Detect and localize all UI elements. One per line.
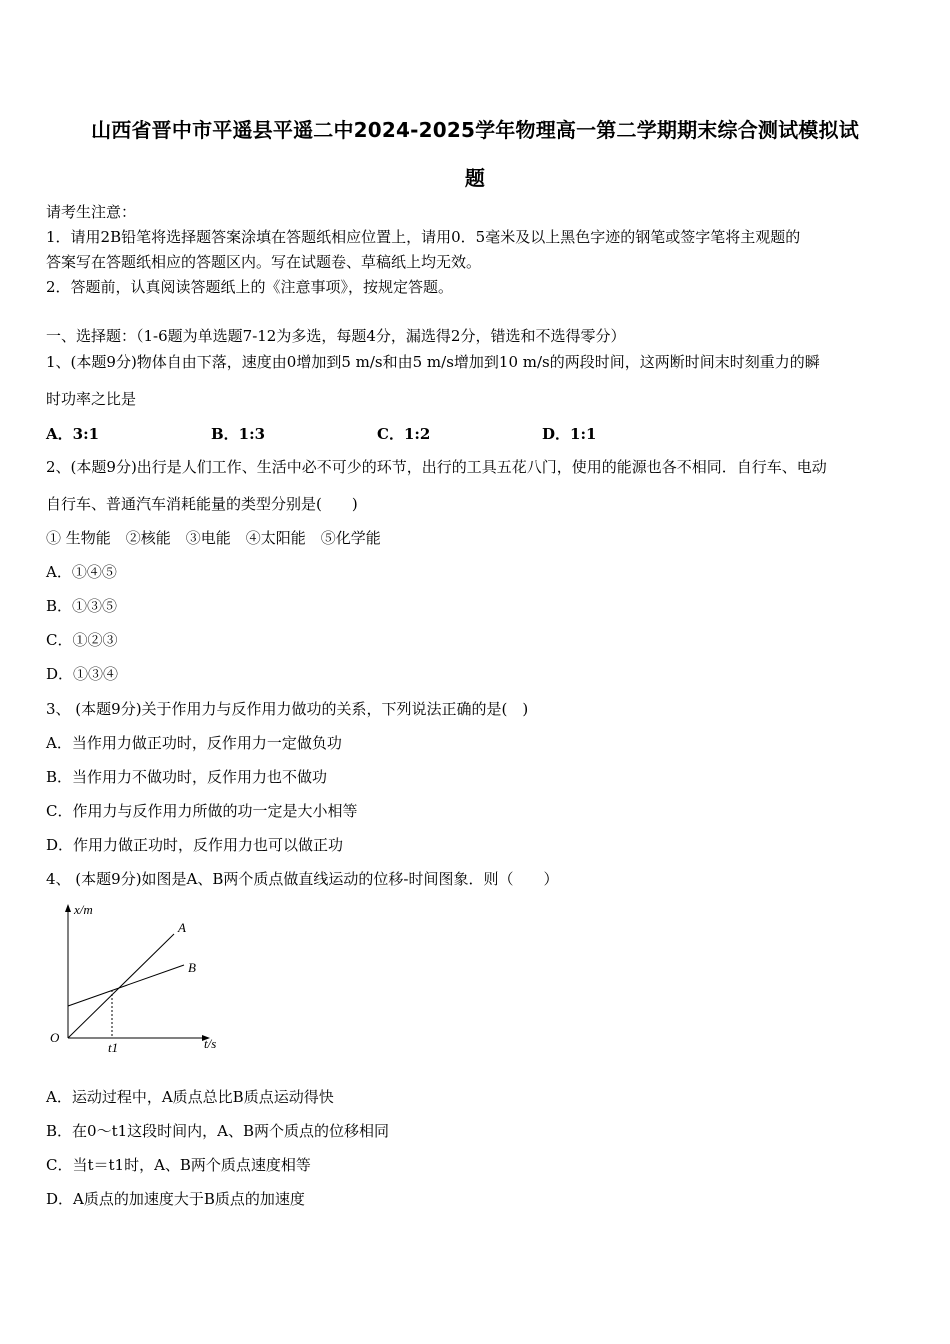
question-2: 2、(本题9分)出行是人们工作、生活中必不可少的环节，出行的工具五花八门，使用的能源也各不相同．自行车、电动 [46, 458, 827, 476]
t1-label: t1 [108, 1040, 119, 1055]
y-axis-arrow [65, 904, 71, 912]
line-b [68, 965, 184, 1006]
q1-option-c: C．1:2 [377, 425, 431, 443]
position-time-graph [44, 898, 234, 1063]
question-3: 3、 (本题9分)关于作用力与反作用力做功的关系，下列说法正确的是( ) [46, 700, 529, 718]
question-1-cont: 时功率之比是 [46, 390, 137, 408]
q2-option-d: D．①③④ [46, 665, 119, 683]
q3-option-a: A．当作用力做正功时，反作用力一定做负功 [46, 734, 342, 752]
notice-item-2: 2．答题前，认真阅读答题纸上的《注意事项》，按规定答题。 [46, 278, 454, 296]
q2-option-a: A．①④⑤ [46, 563, 117, 581]
q2-choices: ① 生物能 ②核能 ③电能 ④太阳能 ⑤化学能 [46, 529, 381, 547]
question-2-cont: 自行车、普通汽车消耗能量的类型分别是( ) [46, 495, 358, 513]
q4-option-d: D．A质点的加速度大于B质点的加速度 [46, 1190, 305, 1208]
x-axis-label: t/s [204, 1036, 217, 1051]
line-a [68, 934, 174, 1038]
question-1: 1、(本题9分)物体自由下落，速度由0增加到5 m/s和由5 m/s增加到10 m/s的两段时间，这两断时间末时刻重力的瞬 [46, 353, 820, 371]
line-b-label: B [188, 960, 196, 975]
question-4: 4、 (本题9分)如图是A、B两个质点做直线运动的位移-时间图象．则（ ） [46, 870, 559, 888]
q4-option-a: A．运动过程中，A质点总比B质点运动得快 [46, 1088, 334, 1106]
notice-item-1: 1．请用2B铅笔将选择题答案涂填在答题纸相应位置上，请用0．5毫米及以上黑色字迹的钢笔或签字笔将主观题的 [46, 228, 801, 246]
q3-option-b: B．当作用力不做功时，反作用力也不做功 [46, 768, 328, 786]
q4-option-c: C．当t＝t1时，A、B两个质点速度相等 [46, 1156, 311, 1174]
q1-option-a: A．3:1 [46, 425, 100, 443]
notice-heading: 请考生注意： [46, 203, 137, 221]
q1-option-b: B．1:3 [211, 425, 266, 443]
q2-option-c: C．①②③ [46, 631, 118, 649]
notice-item-1-cont: 答案写在答题纸相应的答题区内。写在试题卷、草稿纸上均无效。 [46, 253, 482, 271]
q1-option-d: D．1:1 [542, 425, 597, 443]
y-axis-label: x/m [74, 902, 93, 917]
q4-option-b: B．在0～t1这段时间内，A、B两个质点的位移相同 [46, 1122, 389, 1140]
q3-option-c: C．作用力与反作用力所做的功一定是大小相等 [46, 802, 358, 820]
q2-option-b: B．①③⑤ [46, 597, 118, 615]
line-a-label: A [178, 920, 186, 935]
section-heading: 一、选择题：（1-6题为单选题7-12为多选，每题4分，漏选得2分，错选和不选得零分） [46, 327, 626, 345]
page-title: 山西省晋中市平遥县平遥二中2024-2025学年物理高一第二学期期末综合测试模拟试 [91, 118, 859, 142]
q3-option-d: D．作用力做正功时，反作用力也可以做正功 [46, 836, 344, 854]
origin-label: O [50, 1030, 60, 1045]
page-title-cont: 题 [464, 166, 486, 190]
